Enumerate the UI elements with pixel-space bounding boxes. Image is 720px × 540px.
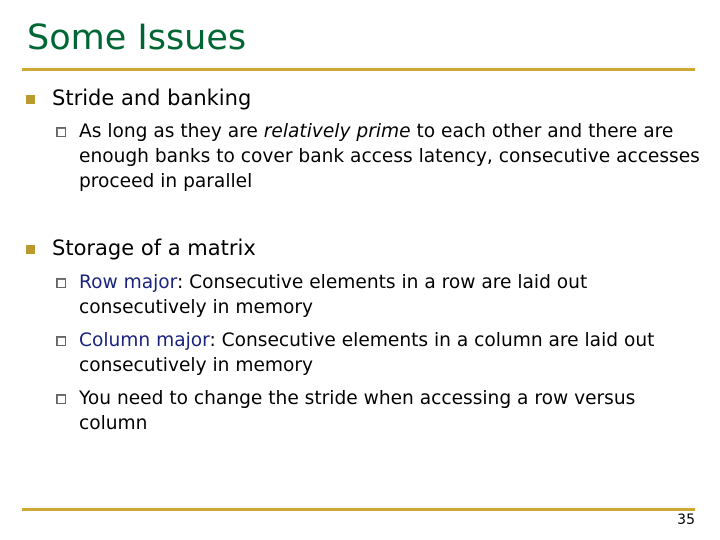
sub-bullet-column-major — [79, 328, 704, 378]
sub-bullet-checkbox-icon — [56, 336, 66, 346]
bullet-square-icon — [26, 95, 35, 104]
page-number: 35 — [677, 512, 695, 528]
slide-title: Some Issues — [27, 18, 247, 58]
emphasis-text: relatively prime — [263, 121, 411, 142]
bullet-storage-of-a-matrix: Storage of a matrix — [52, 236, 256, 260]
footer-rule — [22, 508, 695, 511]
bullet-square-icon — [26, 245, 35, 254]
sub-bullet-row-major — [79, 270, 704, 320]
term-column-major: Column major — [79, 330, 210, 351]
sub-bullet-checkbox-icon — [56, 127, 66, 137]
sub-bullet-text: : Consecutive elements in a row are laid out consecutively in memory — [79, 272, 588, 318]
sub-bullet-checkbox-icon — [56, 394, 66, 404]
sub-bullet-text: to each other and there are enough banks to cover bank access latency, consecutive accesses proceed in parallel — [79, 121, 700, 192]
term-row-major: Row major — [79, 272, 177, 293]
sub-bullet-text: : Consecutive elements in a column are laid out consecutively in memory — [79, 330, 655, 376]
bullet-stride-and-banking: Stride and banking — [52, 86, 252, 110]
sub-bullet-relatively-prime — [79, 119, 704, 194]
sub-bullet-text: As long as they are — [79, 121, 264, 142]
title-underline — [22, 68, 695, 71]
sub-bullet-checkbox-icon — [56, 278, 66, 288]
sub-bullet-change-stride: You need to change the stride when accessing a row versus column — [79, 388, 636, 434]
